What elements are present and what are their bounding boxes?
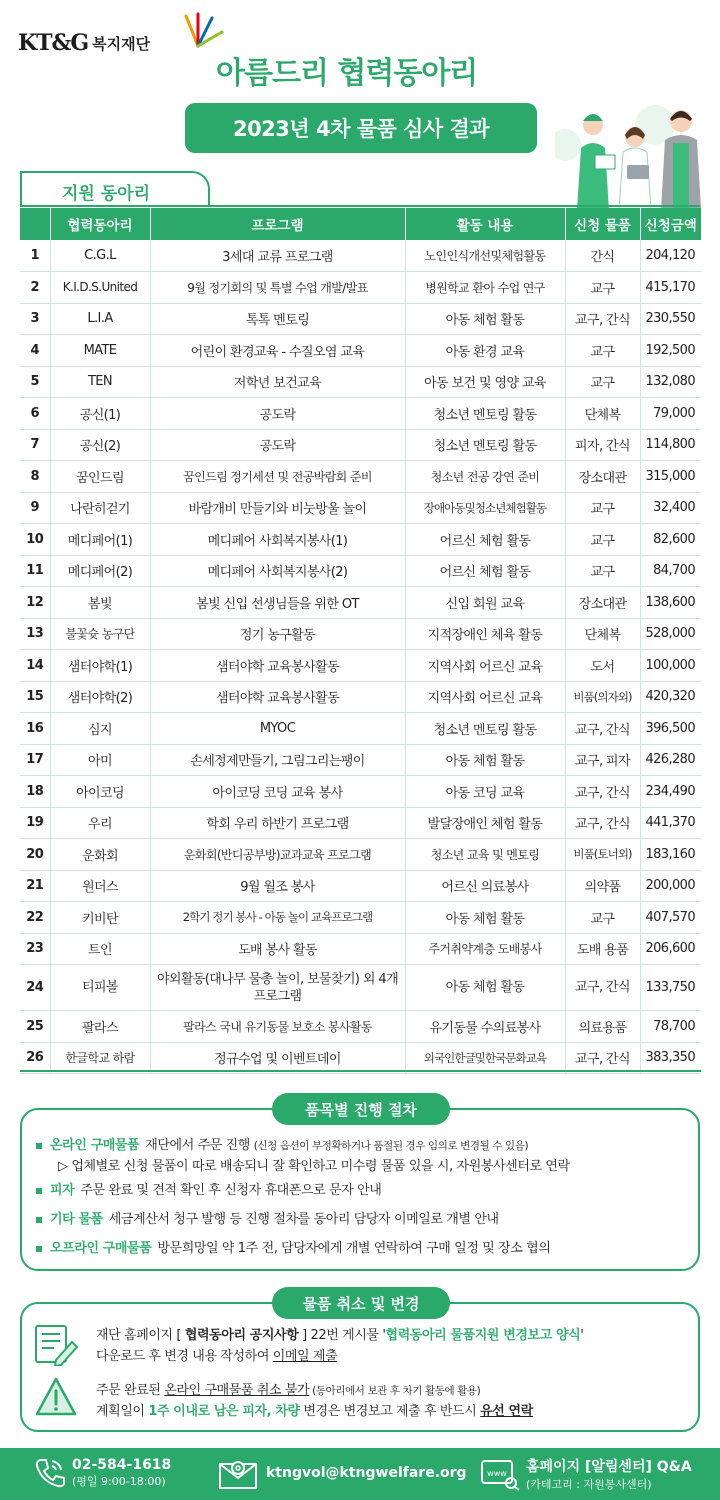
cell-club: 심지 [50, 713, 150, 745]
cell-program: 샘터야학 교육봉사활동 [150, 650, 405, 682]
cell-club: 트인 [50, 933, 150, 965]
cell-amount: 114,800 [640, 429, 701, 461]
change-text: ' [580, 1328, 584, 1343]
cell-item: 교구 [565, 902, 640, 934]
cell-no: 2 [20, 272, 50, 304]
cell-club: 메디페어(2) [50, 555, 150, 587]
table-row [20, 524, 701, 556]
cell-program: 도배 봉사 활동 [150, 933, 405, 965]
cell-no: 3 [20, 303, 50, 335]
cell-item: 교구 [565, 366, 640, 398]
cell-item: 의약품 [565, 870, 640, 902]
cell-no: 14 [20, 650, 50, 682]
ktg-logo [18, 30, 150, 56]
cell-activity: 유기동물 수의료봉사 [405, 1011, 565, 1043]
cell-item: 도서 [565, 650, 640, 682]
table-row [20, 272, 701, 304]
cell-program: 공도락 [150, 398, 405, 430]
footer-homepage[interactable] [480, 1456, 692, 1492]
cell-amount: 383,350 [640, 1042, 701, 1074]
cell-club: MATE [50, 335, 150, 367]
cell-activity: 어르신 체험 활동 [405, 524, 565, 556]
cell-club: L.I.A [50, 303, 150, 335]
procedure-text: 주문 완료 및 견적 확인 후 신청자 휴대폰으로 문자 안내 [80, 1183, 382, 1198]
header-activity: 활동 내용 [405, 208, 565, 240]
change-note: (동아리에서 보관 후 차기 활동에 활용) [309, 1385, 481, 1397]
cell-activity: 아동 보건 및 영양 교육 [405, 366, 565, 398]
table-row [20, 555, 701, 587]
procedure-text: 재단에서 주문 진행 [145, 1138, 250, 1153]
cell-no: 9 [20, 492, 50, 524]
cell-activity: 병원학교 환아 수업 연구 [405, 272, 565, 304]
cell-amount: 79,000 [640, 398, 701, 430]
cell-program: 저학년 보건교육 [150, 366, 405, 398]
cell-amount: 204,120 [640, 240, 701, 272]
cell-program: 9월 월조 봉사 [150, 870, 405, 902]
cell-activity: 아동 체험 활동 [405, 303, 565, 335]
cell-program: MYOC [150, 713, 405, 745]
procedure-item-online [36, 1134, 528, 1153]
cell-item: 비품(토너외) [565, 839, 640, 871]
header-club: 협력동아리 [50, 208, 150, 240]
cell-item: 장소대관 [565, 587, 640, 619]
cell-club: 샘터야학(2) [50, 681, 150, 713]
cell-program: 메디페어 사회복지봉사(2) [150, 555, 405, 587]
email-address: ktngvol@ktngwelfare.org [266, 1465, 467, 1481]
cell-amount: 407,570 [640, 902, 701, 934]
cell-amount: 420,320 [640, 681, 701, 713]
web-icon-text: www [487, 1469, 507, 1478]
people-illustration [555, 95, 715, 210]
cell-program: 톡톡 멘토링 [150, 303, 405, 335]
cell-amount: 396,500 [640, 713, 701, 745]
table-row [20, 744, 701, 776]
cell-club: 운화회 [50, 839, 150, 871]
table-row [20, 902, 701, 934]
cell-club: C.G.L [50, 240, 150, 272]
change-text: 주문 완료된 [96, 1383, 165, 1398]
table-row [20, 461, 701, 493]
homepage-label: 홈페이지 [알림센터] Q&A [526, 1459, 692, 1475]
cell-no: 11 [20, 555, 50, 587]
table-row [20, 429, 701, 461]
table-row [20, 776, 701, 808]
change-line-3 [96, 1381, 480, 1401]
cell-club: 꿈인드림 [50, 461, 150, 493]
cell-activity: 청소년 멘토링 활동 [405, 429, 565, 461]
cell-program: 꿈인드림 정기세션 및 전공박람회 준비 [150, 461, 405, 493]
cell-item: 교구 [565, 335, 640, 367]
cell-amount: 138,600 [640, 587, 701, 619]
change-line-4 [96, 1402, 533, 1422]
procedure-key: 피자 [50, 1183, 75, 1198]
cell-item: 교구 [565, 555, 640, 587]
warning-icon [34, 1376, 78, 1418]
header-no [20, 208, 50, 240]
cell-program: 운화회(반디공부방)교과교육 프로그램 [150, 839, 405, 871]
homepage-category: (카테고리 : 자원봉사센터) [526, 1478, 652, 1491]
table-row [20, 870, 701, 902]
logo-foundation-name: 복지재단 [92, 34, 151, 53]
cell-program: 바람개비 만들기와 비눗방울 놀이 [150, 492, 405, 524]
page-subtitle: 2023년 4차 물품 심사 결과 [185, 103, 537, 153]
cell-no: 25 [20, 1011, 50, 1043]
procedure-title: 품목별 진행 절차 [272, 1093, 450, 1125]
cell-amount: 230,550 [640, 303, 701, 335]
cell-club: 키비탄 [50, 902, 150, 934]
cell-item: 단체복 [565, 618, 640, 650]
cell-amount: 200,000 [640, 870, 701, 902]
cell-item: 교구, 간식 [565, 776, 640, 808]
cell-no: 22 [20, 902, 50, 934]
cell-no: 8 [20, 461, 50, 493]
cell-activity: 청소년 멘토링 활동 [405, 398, 565, 430]
phone-number: 02-584-1618 [72, 1457, 172, 1473]
cell-no: 19 [20, 807, 50, 839]
procedure-item-pizza [36, 1179, 381, 1198]
table-row [20, 713, 701, 745]
table-row [20, 807, 701, 839]
results-table [20, 208, 701, 1074]
cell-program: 손세정제만들기, 그림그리는팽이 [150, 744, 405, 776]
cell-amount: 100,000 [640, 650, 701, 682]
change-text: 재단 홈페이지 [ [96, 1328, 185, 1343]
cell-club: 아미 [50, 744, 150, 776]
cell-no: 13 [20, 618, 50, 650]
cell-activity: 아동 체험 활동 [405, 902, 565, 934]
cell-club: 우리 [50, 807, 150, 839]
cell-item: 교구, 간식 [565, 1042, 640, 1074]
cell-amount: 78,700 [640, 1011, 701, 1043]
cell-program: 3세대 교류 프로그램 [150, 240, 405, 272]
cell-club: 공신(2) [50, 429, 150, 461]
cell-amount: 132,080 [640, 366, 701, 398]
section-tab-label: 지원 동아리 [62, 184, 151, 204]
cell-no: 18 [20, 776, 50, 808]
change-bold: 협력동아리 공지사항 [184, 1328, 299, 1343]
change-highlight: 1주 이내로 남은 피자, 차량 [148, 1404, 300, 1419]
bullet-icon [36, 1217, 42, 1223]
cell-program: 메디페어 사회복지봉사(1) [150, 524, 405, 556]
cell-item: 교구 [565, 492, 640, 524]
cell-club: TEN [50, 366, 150, 398]
cell-no: 6 [20, 398, 50, 430]
cell-activity: 아동 체험 활동 [405, 965, 565, 1011]
cell-item: 교구, 간식 [565, 713, 640, 745]
header-program: 프로그램 [150, 208, 405, 240]
cell-program: 야외활동(대나무 물총 놀이, 보물찾기) 외 4개 프로그램 [150, 965, 405, 1011]
cell-program: 어린이 환경교육 - 수질오염 교육 [150, 335, 405, 367]
cell-activity: 주거취약계층 도배봉사 [405, 933, 565, 965]
cell-no: 16 [20, 713, 50, 745]
cell-activity: 지역사회 어르신 교육 [405, 681, 565, 713]
cell-amount: 192,500 [640, 335, 701, 367]
cell-club: 불꽃슛 농구단 [50, 618, 150, 650]
logo-kt: KT&G [18, 30, 89, 56]
cell-amount: 84,700 [640, 555, 701, 587]
cell-amount: 315,000 [640, 461, 701, 493]
cell-item: 도배 용품 [565, 933, 640, 965]
cell-club: 공신(1) [50, 398, 150, 430]
cell-activity: 청소년 교육 및 멘토링 [405, 839, 565, 871]
phone-hours: (평일 9:00-18:00) [72, 1475, 166, 1488]
table-row [20, 839, 701, 871]
cell-club: 봄빛 [50, 587, 150, 619]
cell-no: 1 [20, 240, 50, 272]
change-text: 변경은 변경보고 제출 후 반드시 [299, 1404, 481, 1419]
cell-club: 원더스 [50, 870, 150, 902]
change-highlight: 협력동아리 물품지원 변경보고 양식 [385, 1328, 581, 1343]
change-title: 물품 취소 및 변경 [272, 1287, 450, 1319]
cell-item: 비품(의자외) [565, 681, 640, 713]
cell-club: 메디페어(1) [50, 524, 150, 556]
logo-spark-icon [168, 12, 228, 52]
cell-no: 20 [20, 839, 50, 871]
cell-program: 팔라스 국내 유기동물 보호소 봉사활동 [150, 1011, 405, 1043]
cell-program: 정규수업 및 이벤트데이 [150, 1042, 405, 1074]
cell-program: 봄빛 신입 선생님들을 위한 OT [150, 587, 405, 619]
cell-activity: 지역사회 어르신 교육 [405, 650, 565, 682]
table-row [20, 650, 701, 682]
cell-item: 피자, 간식 [565, 429, 640, 461]
cell-program: 학회 우리 하반기 프로그램 [150, 807, 405, 839]
change-text: 다운로드 후 변경 내용 작성하여 [96, 1349, 273, 1364]
cell-item: 단체복 [565, 398, 640, 430]
cell-activity: 어르신 의료봉사 [405, 870, 565, 902]
cell-item: 교구 [565, 524, 640, 556]
cell-item: 교구 [565, 272, 640, 304]
cell-activity: 아동 환경 교육 [405, 335, 565, 367]
footer-phone[interactable] [32, 1456, 171, 1490]
table-row [20, 965, 701, 1011]
procedure-text: 방문희망일 약 1주 전, 담당자에게 개별 연락하여 구매 일정 및 장소 협의 [157, 1241, 551, 1256]
cell-no: 21 [20, 870, 50, 902]
bullet-icon [36, 1143, 42, 1149]
table-bottom-border [20, 1070, 701, 1072]
cell-club: 아이코딩 [50, 776, 150, 808]
procedure-text: 세금계산서 청구 발행 등 진행 절차를 동아리 담당자 이메일로 개별 안내 [108, 1212, 499, 1227]
bullet-icon [36, 1188, 42, 1194]
table-row [20, 240, 701, 272]
cell-program: 공도락 [150, 429, 405, 461]
header-amount: 신청금액 [640, 208, 701, 240]
cell-no: 4 [20, 335, 50, 367]
cell-club: K.I.D.S.United [50, 272, 150, 304]
table-row [20, 492, 701, 524]
cell-no: 10 [20, 524, 50, 556]
cell-item: 교구, 피자 [565, 744, 640, 776]
change-line-1 [96, 1326, 583, 1346]
table-row [20, 618, 701, 650]
table-row [20, 366, 701, 398]
table-row [20, 303, 701, 335]
cell-amount: 183,160 [640, 839, 701, 871]
document-edit-icon [30, 1322, 80, 1366]
cell-program: 2학기 정기 봉사 - 아동 놀이 교육프로그램 [150, 902, 405, 934]
cell-no: 26 [20, 1042, 50, 1074]
footer [0, 1448, 720, 1500]
cell-amount: 426,280 [640, 744, 701, 776]
cell-program: 아이코딩 코딩 교육 봉사 [150, 776, 405, 808]
cell-program: 샘터야학 교육봉사활동 [150, 681, 405, 713]
cell-item: 교구, 간식 [565, 303, 640, 335]
cell-amount: 32,400 [640, 492, 701, 524]
procedure-key: 온라인 구매물품 [50, 1138, 140, 1153]
table-row [20, 933, 701, 965]
cell-no: 7 [20, 429, 50, 461]
cell-activity: 아동 코딩 교육 [405, 776, 565, 808]
change-line-2 [96, 1347, 337, 1367]
procedure-item-offline [36, 1237, 550, 1256]
cell-amount: 133,750 [640, 965, 701, 1011]
cell-activity: 발달장애인 체험 활동 [405, 807, 565, 839]
section-tab-support-clubs [20, 171, 210, 207]
procedure-key: 기타 물품 [50, 1212, 103, 1227]
cell-activity: 노인인식개선및체험활동 [405, 240, 565, 272]
cell-item: 교구, 간식 [565, 965, 640, 1011]
procedure-sub-line: ▷ 업체별로 신청 물품이 따로 배송되니 잘 확인하고 미수령 물품 있을 시, 자원봉사센터로 연락 [58, 1159, 570, 1174]
header-item: 신청 물품 [565, 208, 640, 240]
phone-icon [32, 1456, 66, 1490]
cell-activity: 지적장애인 체육 활동 [405, 618, 565, 650]
cell-activity: 청소년 멘토링 활동 [405, 713, 565, 745]
web-icon [480, 1457, 520, 1491]
section-divider [20, 205, 700, 207]
footer-email[interactable] [218, 1456, 467, 1490]
cell-program: 9월 정기회의 및 특별 수업 개발/발표 [150, 272, 405, 304]
table-row [20, 1011, 701, 1043]
procedure-note: (신청 옵션이 부정확하거나 품절된 경우 임의로 변경될 수 있음) [253, 1140, 529, 1152]
change-underline: 온라인 구매물품 취소 불가 [164, 1383, 310, 1398]
cell-no: 15 [20, 681, 50, 713]
table-row [20, 335, 701, 367]
cell-amount: 206,600 [640, 933, 701, 965]
cell-item: 간식 [565, 240, 640, 272]
table-row [20, 398, 701, 430]
cell-item: 의료용품 [565, 1011, 640, 1043]
cell-activity: 청소년 전공 강연 준비 [405, 461, 565, 493]
cell-amount: 528,000 [640, 618, 701, 650]
cell-no: 12 [20, 587, 50, 619]
cell-no: 24 [20, 965, 50, 1011]
email-icon [218, 1456, 258, 1490]
cell-club: 나란히걷기 [50, 492, 150, 524]
cell-no: 17 [20, 744, 50, 776]
page-title: 아름드리 협력동아리 [216, 56, 478, 91]
cell-activity: 장애아동및청소년체험활동 [405, 492, 565, 524]
cell-amount: 441,370 [640, 807, 701, 839]
cell-activity: 아동 체험 활동 [405, 744, 565, 776]
cell-club: 한글학교 하람 [50, 1042, 150, 1074]
cell-amount: 415,170 [640, 272, 701, 304]
cell-club: 샘터야학(1) [50, 650, 150, 682]
cell-activity: 어르신 체험 활동 [405, 555, 565, 587]
table-row [20, 1042, 701, 1074]
cell-club: 티피볼 [50, 965, 150, 1011]
cell-item: 교구, 간식 [565, 807, 640, 839]
bullet-icon [36, 1246, 42, 1252]
table-row [20, 587, 701, 619]
cell-activity: 신입 회원 교육 [405, 587, 565, 619]
cell-amount: 234,490 [640, 776, 701, 808]
change-underline: 이메일 제출 [272, 1349, 338, 1364]
change-text: 계획일이 [96, 1404, 149, 1419]
table-header-row [20, 208, 701, 240]
change-text: ] 22번 게시물 ' [298, 1328, 386, 1343]
cell-no: 5 [20, 366, 50, 398]
procedure-item-other [36, 1208, 499, 1227]
cell-program: 정기 농구활동 [150, 618, 405, 650]
cell-activity: 외국인한글및한국문화교육 [405, 1042, 565, 1074]
cell-club: 팔라스 [50, 1011, 150, 1043]
cell-no: 23 [20, 933, 50, 965]
cell-amount: 82,600 [640, 524, 701, 556]
procedure-key: 오프라인 구매물품 [50, 1241, 152, 1256]
cell-item: 장소대관 [565, 461, 640, 493]
table-row [20, 681, 701, 713]
change-underline: 유선 연락 [480, 1404, 533, 1419]
